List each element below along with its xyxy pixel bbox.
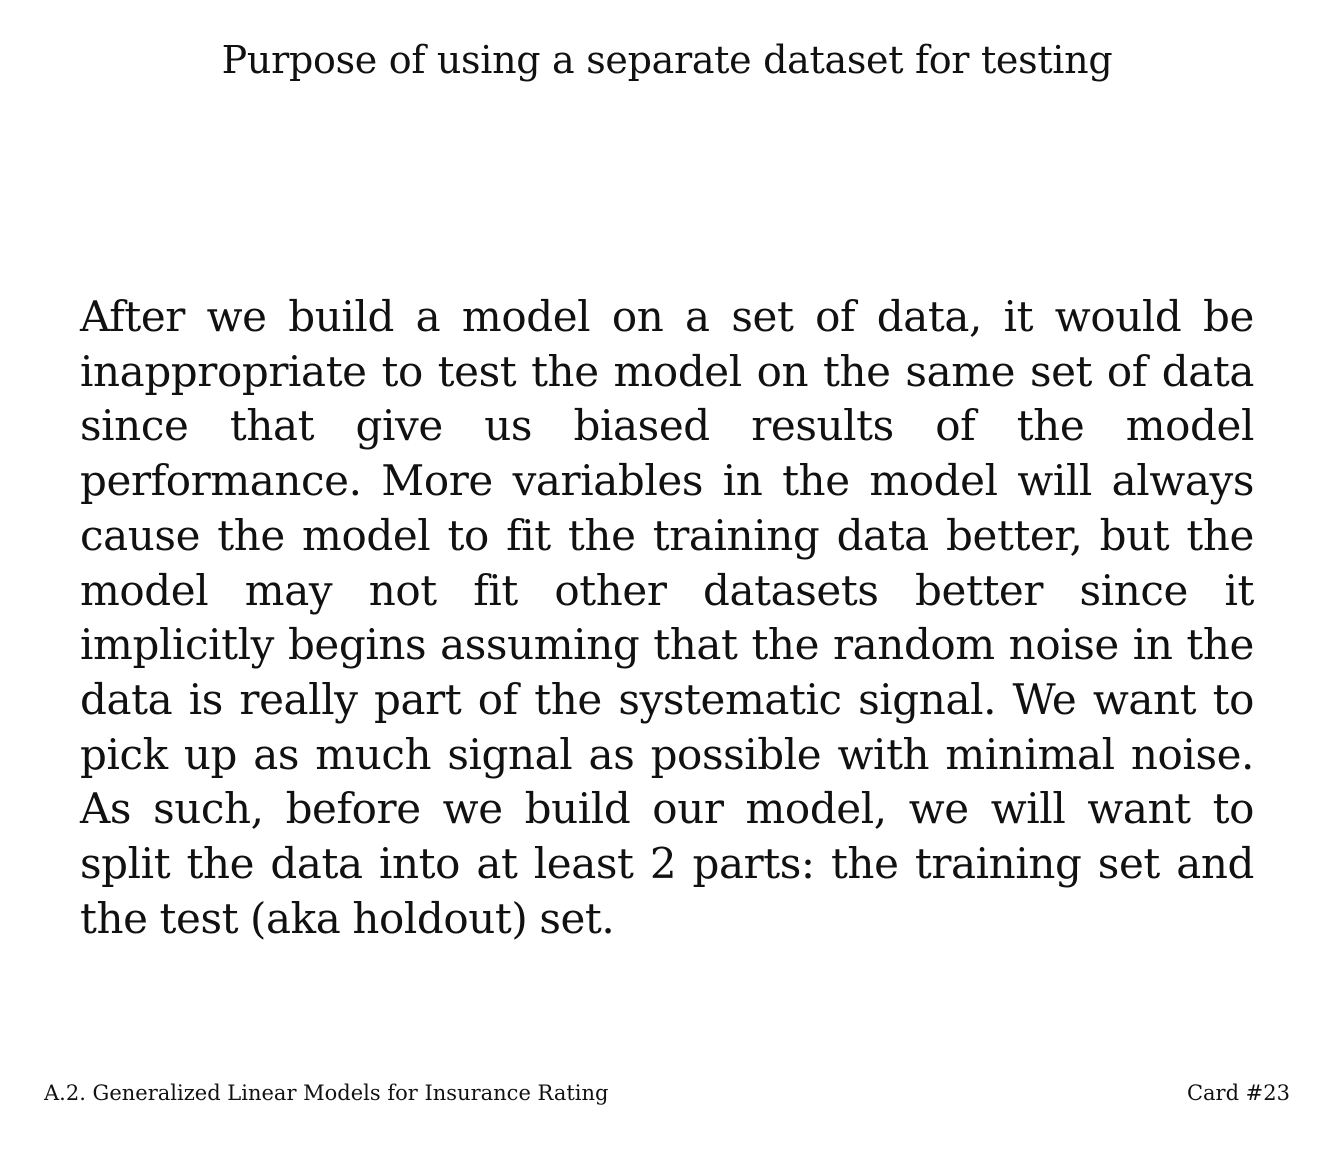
card-footer (44, 1078, 1290, 1108)
footer-section-label: A.2. Generalized Linear Models for Insurance Rating (44, 1081, 609, 1105)
card-body-text: After we build a model on a set of data, it would be inappropriate to test the model on the same set of data since that give us biased results of the model performance. More variables in the model will always cause the model to fit the training data better, but the model may not fit other datasets better since it implicitly begins assuming that the random noise in the data is really part of the systematic signal. We want to pick up as much signal as possible with minimal noise. As such, before we build our model, we will want to split the data into at least 2 parts: the training set and the test (aka holdout) set. (80, 292, 1254, 943)
footer-card-number: Card #23 (1186, 1081, 1290, 1105)
card-title: Purpose of using a separate dataset for testing (221, 38, 1113, 82)
